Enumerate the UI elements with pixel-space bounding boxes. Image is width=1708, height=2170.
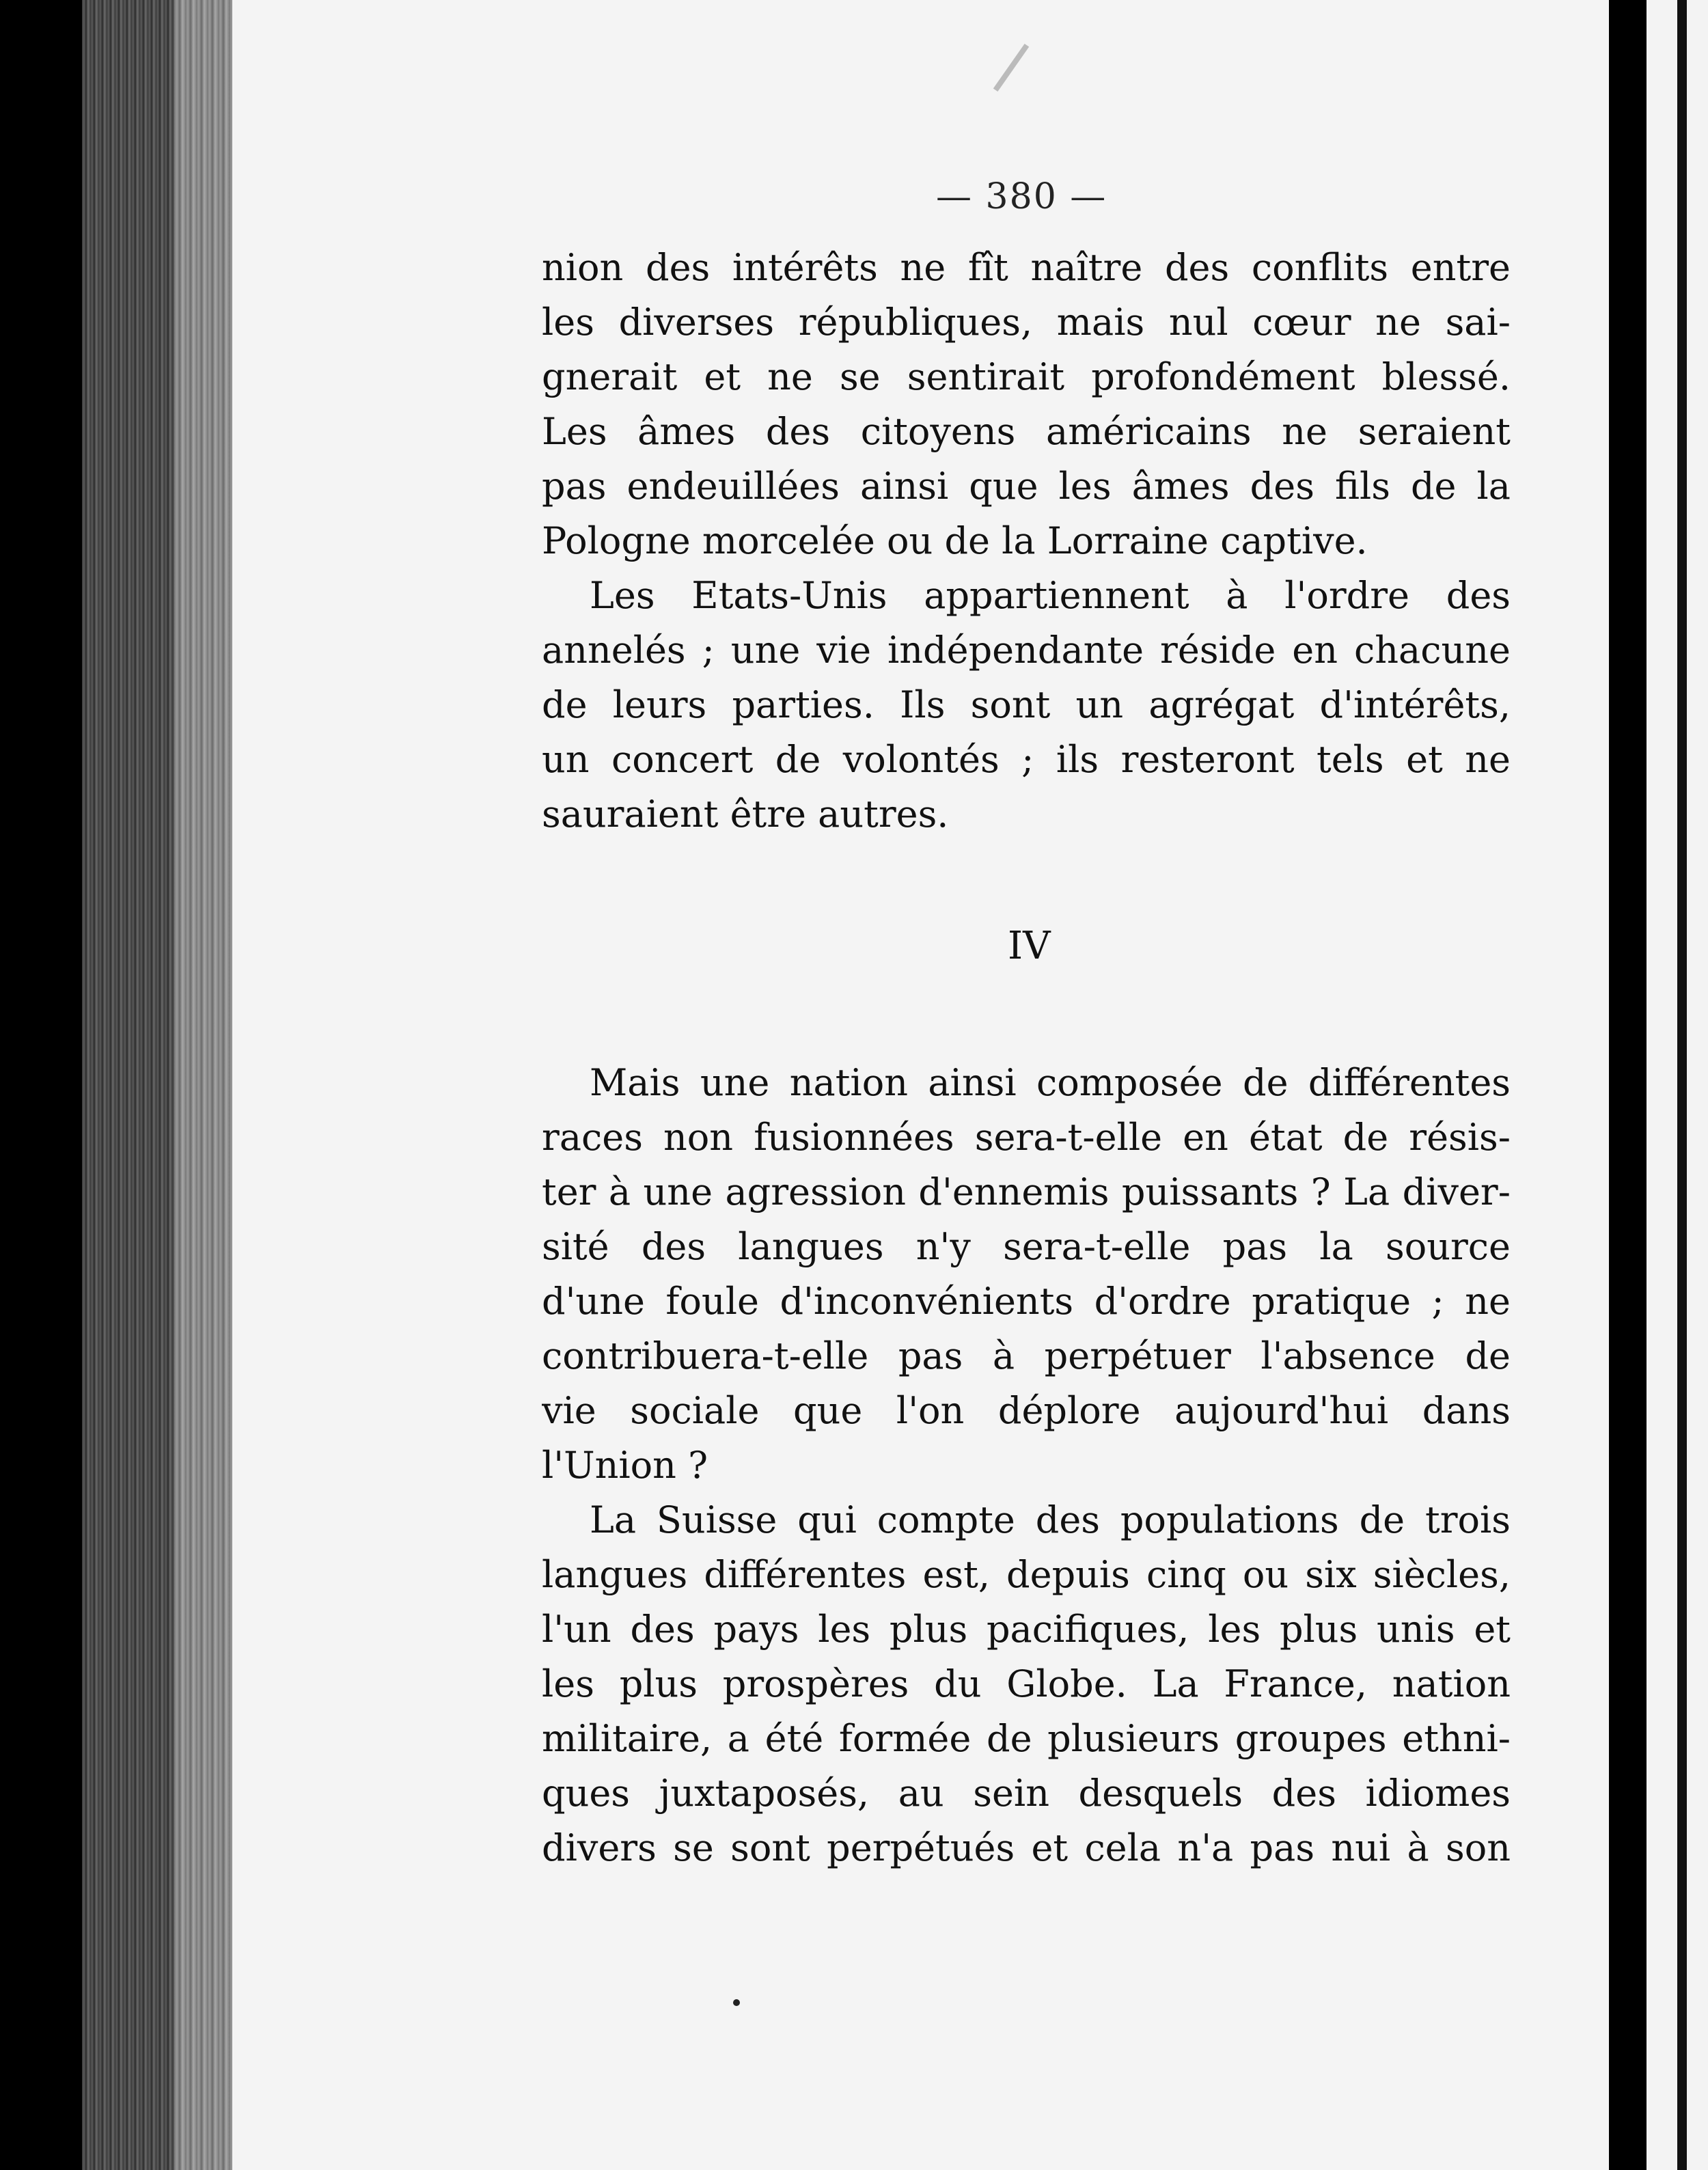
text-line: ter à une agression d'ennemis puissants ? La diver-: [542, 1170, 1511, 1213]
text-line: nion des intérêts ne fît naître des conflits entre: [542, 246, 1511, 289]
text-line: langues différentes est, depuis cinq ou six siècles,: [542, 1553, 1511, 1596]
text-line: gnerait et ne se sentirait profondément blessé.: [542, 355, 1511, 398]
scan-speck: [733, 1999, 740, 2006]
text-line: les plus prospères du Globe. La France, nation: [542, 1662, 1511, 1705]
text-line: contribuera-t-elle pas à perpétuer l'absence de: [542, 1334, 1511, 1377]
text-line: annelés ; une vie indépendante réside en chacune: [542, 629, 1511, 672]
text-line: ques juxtaposés, au sein desquels des idiomes: [542, 1772, 1511, 1815]
page-number: — 380 —: [936, 176, 1107, 217]
book-page-edges-light: [174, 0, 236, 2170]
text-line: sauraient être autres.: [542, 793, 949, 836]
text-line: un concert de volontés ; ils resteront tels et ne: [542, 738, 1511, 781]
text-line: Mais une nation ainsi composée de différentes: [590, 1061, 1511, 1104]
paragraph-block-bottom: [542, 1056, 1511, 1876]
text-line: Pologne morcelée ou de la Lorraine captive.: [542, 519, 1368, 562]
section-heading: IV: [1008, 924, 1051, 968]
paragraph-block-top: [542, 241, 1511, 842]
binding-shadow: [1612, 0, 1647, 2170]
text-line: Les Etats-Unis appartiennent à l'ordre des: [590, 574, 1511, 617]
text-line: La Suisse qui compte des populations de trois: [590, 1498, 1511, 1541]
text-line: Les âmes des citoyens américains ne seraient: [542, 410, 1511, 453]
text-line: sité des langues n'y sera-t-elle pas la source: [542, 1225, 1511, 1268]
text-line: d'une foule d'inconvénients d'ordre pratique ; ne: [542, 1280, 1511, 1323]
facing-page-edge-line: [1677, 0, 1687, 2170]
text-line: militaire, a été formée de plusieurs groupes ethni-: [542, 1717, 1511, 1760]
text-line: les diverses républiques, mais nul cœur ne sai-: [542, 301, 1511, 344]
text-line: de leurs parties. Ils sont un agrégat d'intérêts,: [542, 683, 1511, 726]
text-line: races non fusionnées sera-t-elle en état de résis-: [542, 1116, 1511, 1159]
text-line: l'un des pays les plus pacifiques, les plus unis et: [542, 1608, 1511, 1651]
text-line: vie sociale que l'on déplore aujourd'hui dans: [542, 1389, 1511, 1432]
text-line: l'Union ?: [542, 1444, 708, 1487]
text-line: divers se sont perpétués et cela n'a pas nui à son: [542, 1826, 1511, 1869]
text-line: pas endeuillées ainsi que les âmes des fils de la: [542, 465, 1511, 508]
